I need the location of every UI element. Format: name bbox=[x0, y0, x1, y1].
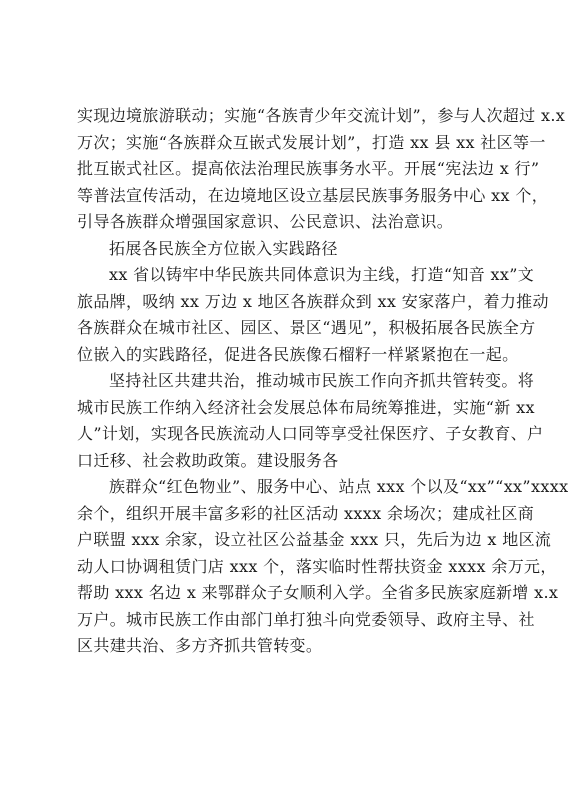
text-line: 坚持社区共建共治，推动城市民族工作向齐抓共管转变。将 bbox=[109, 371, 535, 390]
text-line: 各族群众在城市社区、园区、景区“遇见”，积极拓展各民族全方 bbox=[77, 318, 536, 337]
text-line: 旅品牌，吸纳 xx 万边 x 地区各族群众到 xx 安家落户，着力推动 bbox=[77, 291, 549, 311]
section-heading: 拓展各民族全方位嵌入实践路径 bbox=[109, 238, 338, 258]
text-line: 万户。城市民族工作由部门单打独斗向党委领导、政府主导、社 bbox=[77, 609, 535, 629]
text-line: 等普法宣传活动，在边境地区设立基层民族事务服务中心 xx 个， bbox=[77, 185, 549, 205]
text-line: 人”计划，实现各民族流动人口同等享受社保医疗、子女教育、户 bbox=[77, 424, 544, 443]
text-line: 城市民族工作纳入经济社会发展总体布局统筹推进，实施“新 xx bbox=[77, 397, 535, 417]
text-line: 引导各族群众增强国家意识、公民意识、法治意识。 bbox=[77, 212, 454, 231]
text-line: 族群众“红色物业”、服务中心、站点 xxx 个以及“xx”“xx”xxxx bbox=[109, 477, 569, 496]
text-line: xx 省以铸牢中华民族共同体意识为主线，打造“知音 xx”文 bbox=[109, 265, 535, 284]
text-line: 万次；实施“各族群众互嵌式发展计划”，打造 xx 县 xx 社区等一 bbox=[77, 132, 546, 152]
text-line: 实现边境旅游联动；实施“各族青少年交流计划”，参与人次超过 x.x bbox=[77, 106, 566, 125]
text-line: 帮助 xxx 名边 x 来鄂群众子女顺利入学。全省多民族家庭新增 x.x bbox=[77, 583, 559, 602]
text-line: 余个，组织开展丰富多彩的社区活动 xxxx 余场次；建成社区商 bbox=[77, 503, 535, 523]
text-line: 口迁移、社会救助政策。建设服务各 bbox=[77, 450, 339, 470]
body-text bbox=[77, 103, 569, 660]
text-line: 动人口协调租赁门店 xxx 个，落实临时性帮扶资金 xxxx 余万元， bbox=[77, 556, 557, 576]
text-line: 户联盟 xxx 余家，设立社区公益基金 xxx 只，先后为边 x 地区流 bbox=[77, 530, 552, 549]
text-line: 批互嵌式社区。提高依法治理民族事务水平。开展“宪法边 x 行” bbox=[77, 159, 540, 178]
text-line: 位嵌入的实践路径，促进各民族像石榴籽一样紧紧抱在一起。 bbox=[77, 344, 519, 364]
text-line: 区共建共治、多方齐抓共管转变。 bbox=[77, 636, 323, 655]
